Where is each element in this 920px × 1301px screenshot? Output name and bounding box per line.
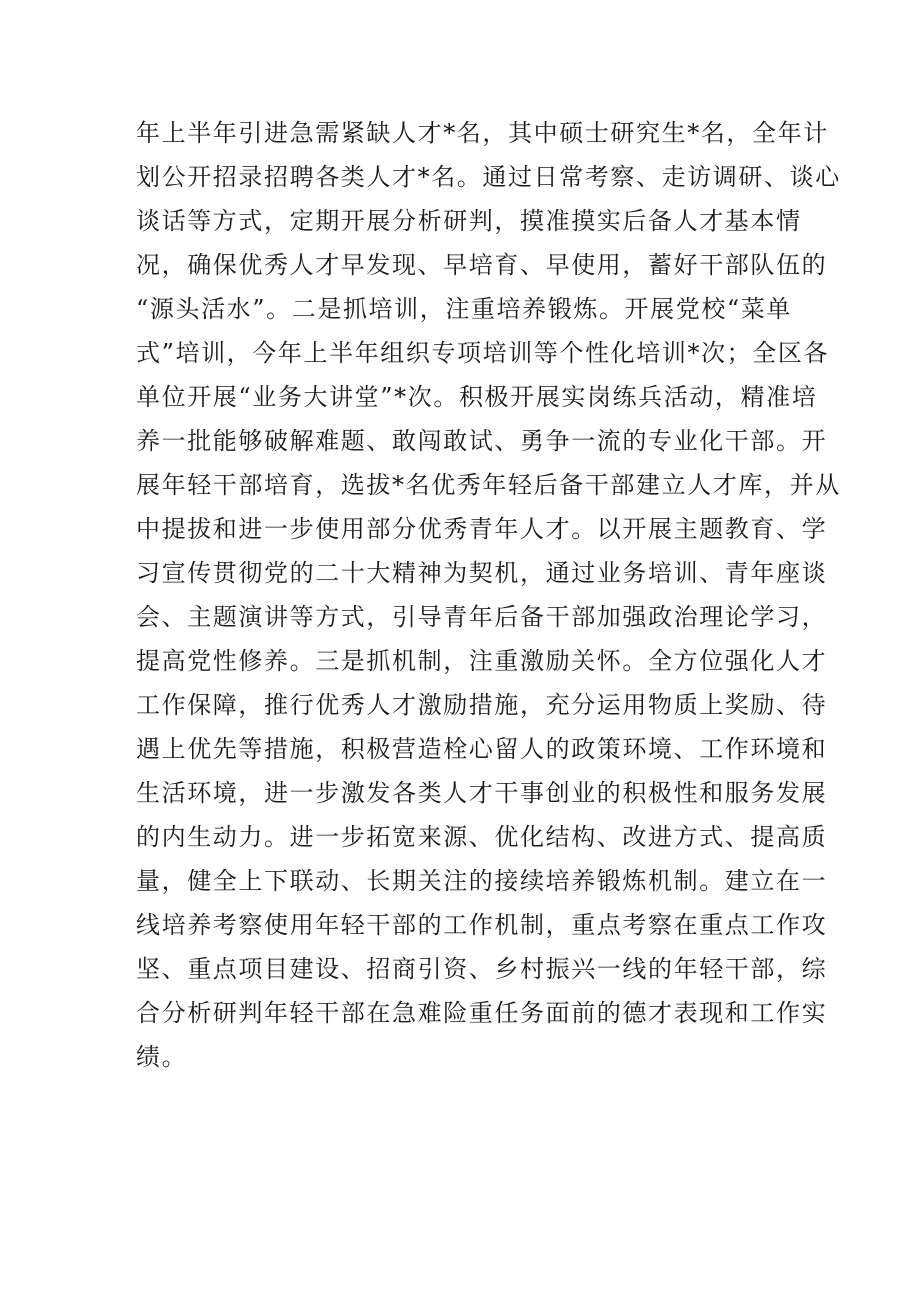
paragraph-line: 量，健全上下联动、长期关注的接续培养锻炼机制。建立在一 xyxy=(136,867,828,895)
paragraph-line: 年上半年引进急需紧缺人才*名，其中硕士研究生*名，全年计 xyxy=(136,119,829,147)
paragraph-line: 的内生动力。进一步拓宽来源、优化结构、改进方式、提高质 xyxy=(136,823,828,851)
paragraph-line: 谈话等方式，定期开展分析研判，摸准摸实后备人才基本情 xyxy=(136,207,802,235)
body-paragraph xyxy=(136,111,841,1079)
paragraph-line: 遇上优先等措施，积极营造栓心留人的政策环境、工作环境和 xyxy=(136,735,828,763)
paragraph-line: 会、主题演讲等方式，引导青年后备干部加强政治理论学习， xyxy=(136,603,828,631)
paragraph-line: 养一批能够破解难题、敢闯敢试、勇争一流的专业化干部。开 xyxy=(136,427,828,455)
paragraph-line: 生活环境，进一步激发各类人才干事创业的积极性和服务发展 xyxy=(136,779,828,807)
paragraph-line: 习宣传贯彻党的二十大精神为契机，通过业务培训、青年座谈 xyxy=(136,559,828,587)
paragraph-line: 中提拔和进一步使用部分优秀青年人才。以开展主题教育、学 xyxy=(136,515,828,543)
paragraph-line: 绩。 xyxy=(136,1043,188,1071)
paragraph-line: 线培养考察使用年轻干部的工作机制，重点考察在重点工作攻 xyxy=(136,911,828,939)
paragraph-line: 划公开招录招聘各类人才*名。通过日常考察、走访调研、谈心 xyxy=(136,163,841,191)
paragraph-line: 坚、重点项目建设、招商引资、乡村振兴一线的年轻干部，综 xyxy=(136,955,828,983)
paragraph-line: “源头活水”。二是抓培训，注重培养锻炼。开展党校“菜单 xyxy=(136,295,793,323)
paragraph-line: 式”培训，今年上半年组织专项培训等个性化培训*次；全区各 xyxy=(136,339,830,367)
paragraph-line: 提高党性修养。三是抓机制，注重激励关怀。全方位强化人才 xyxy=(136,647,828,675)
paragraph-line: 展年轻干部培育，选拔*名优秀年轻后备干部建立人才库，并从 xyxy=(136,471,841,499)
paragraph-line: 况，确保优秀人才早发现、早培育、早使用，蓄好干部队伍的 xyxy=(136,251,828,279)
paragraph-line: 合分析研判年轻干部在急难险重任务面前的德才表现和工作实 xyxy=(136,999,828,1027)
paragraph-line: 工作保障，推行优秀人才激励措施，充分运用物质上奖励、待 xyxy=(136,691,828,719)
paragraph-line: 单位开展“业务大讲堂”*次。积极开展实岗练兵活动，精准培 xyxy=(136,383,818,411)
